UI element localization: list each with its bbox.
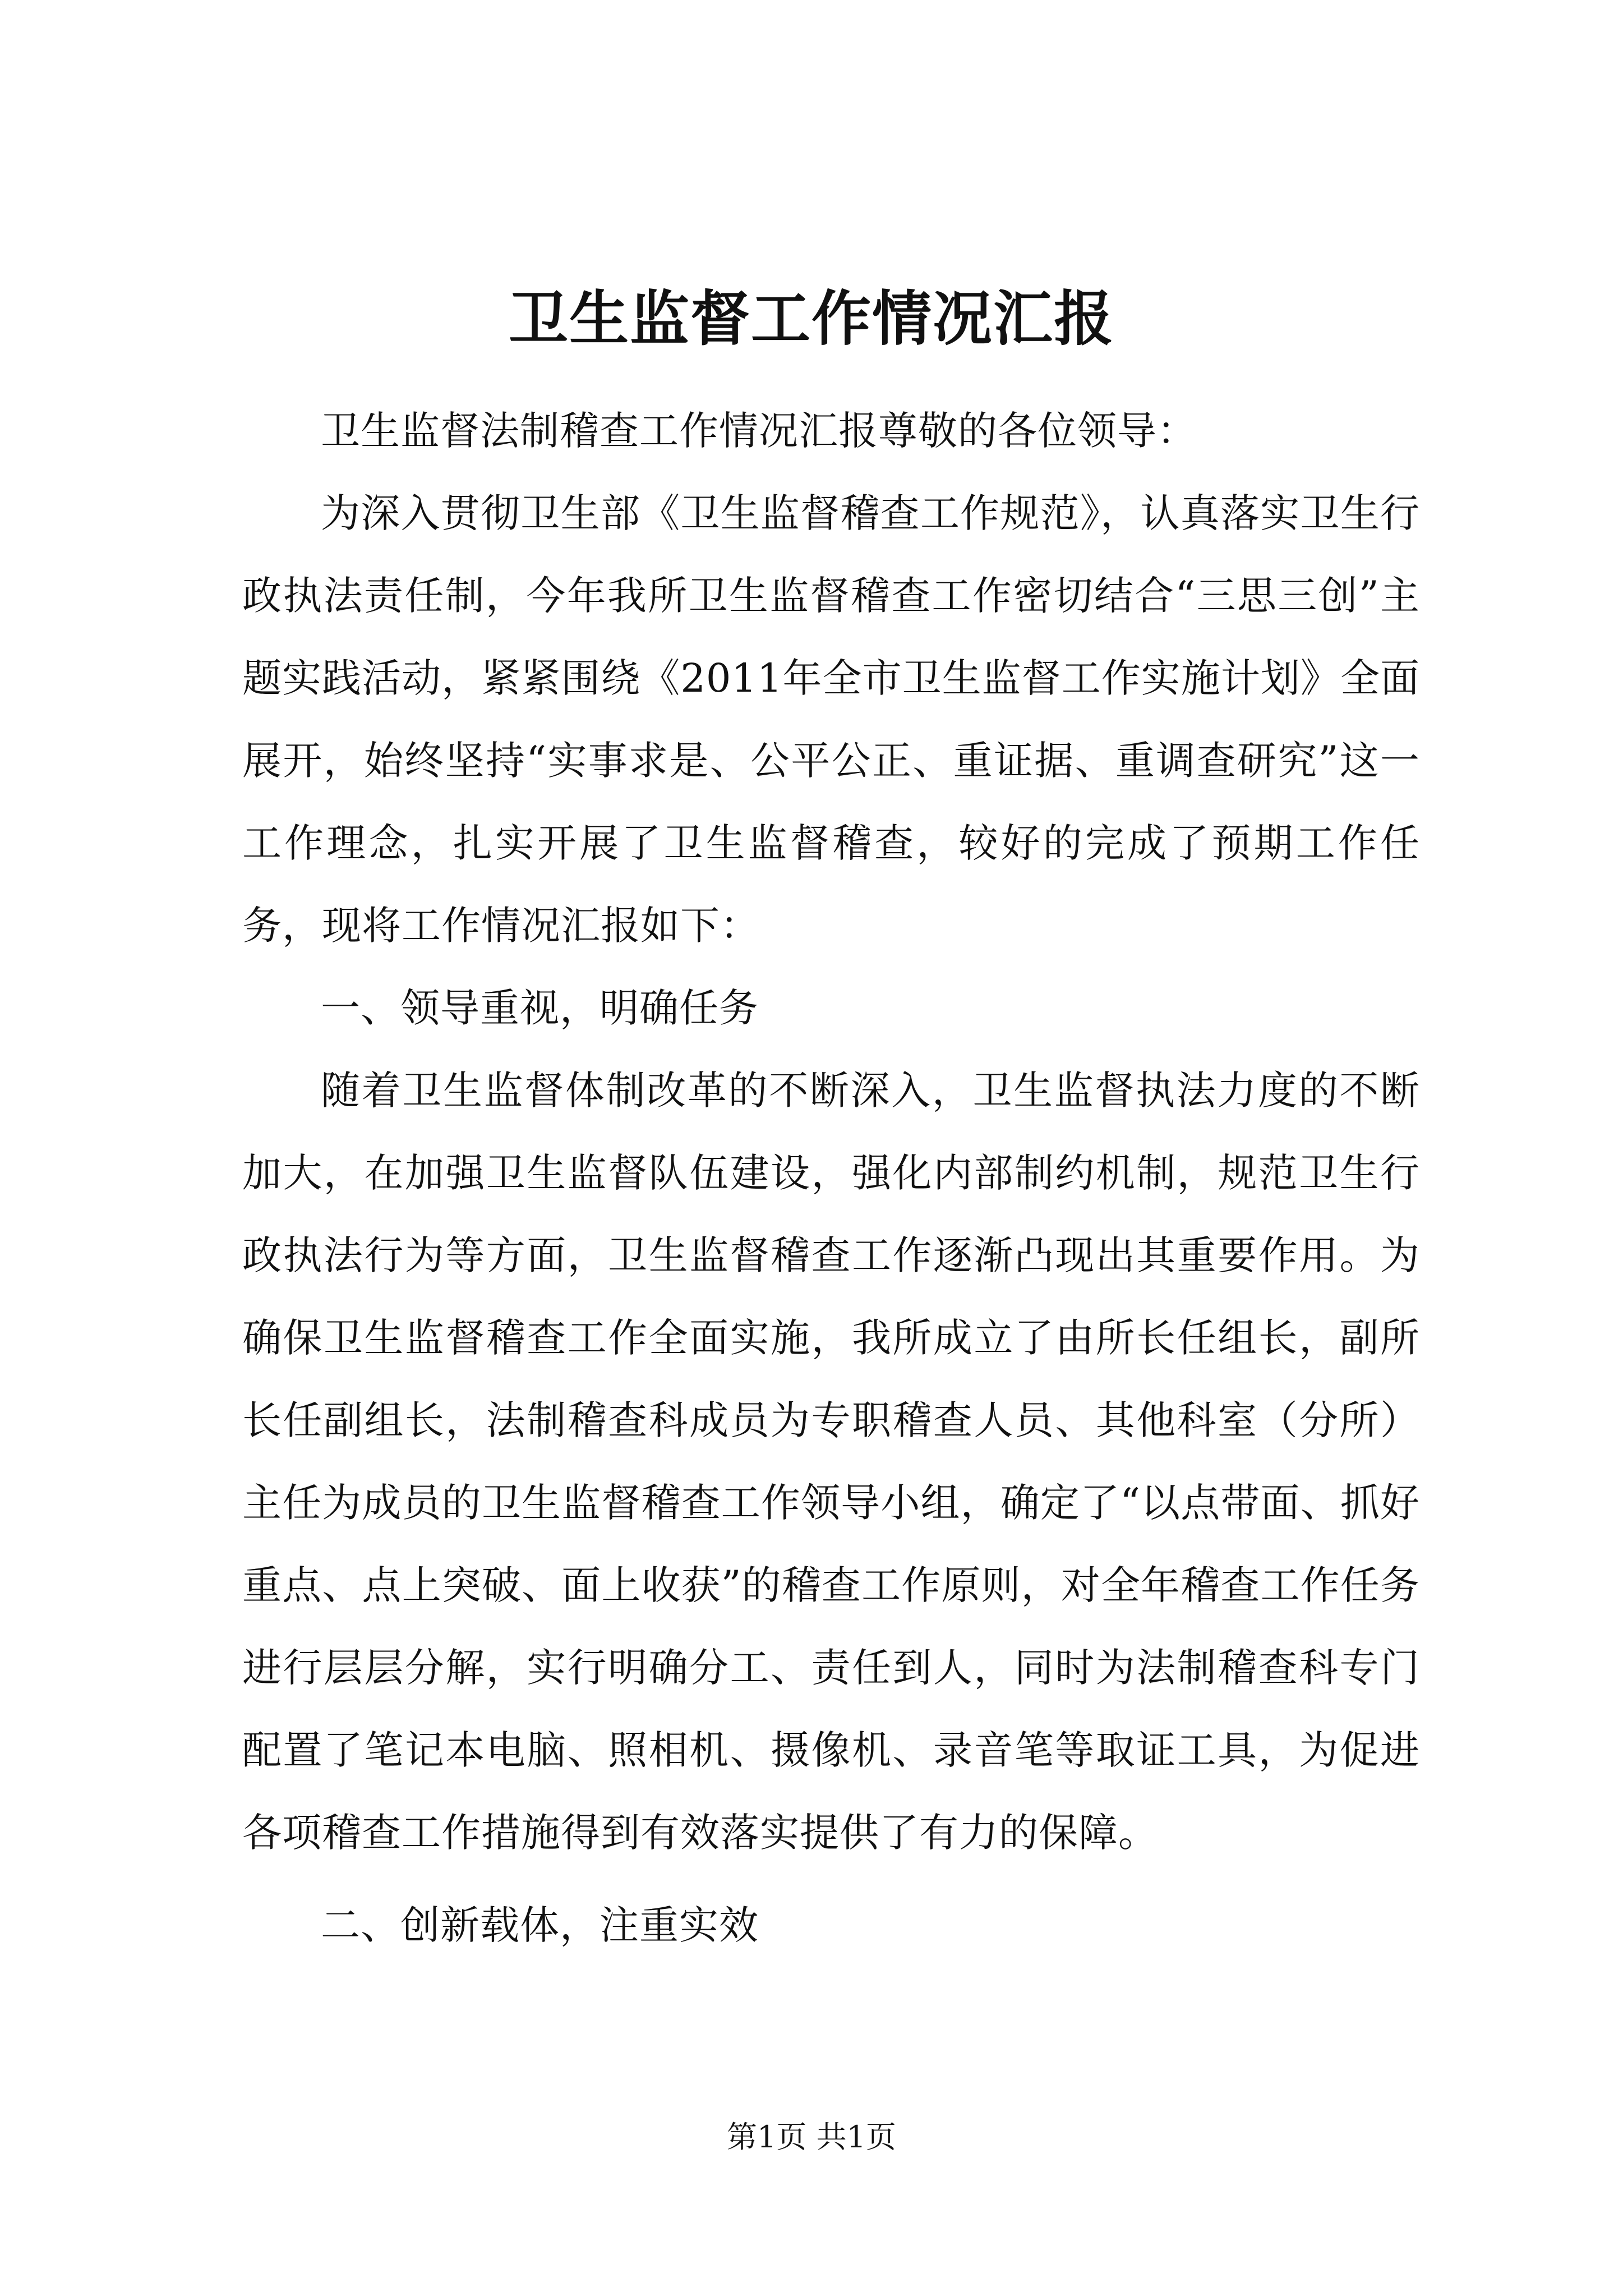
paragraph-section-1: 随着卫生监督体制改革的不断深入，卫生监督执法力度的不断加大，在加强卫生监督队伍建设，强化内部制约机制，规范卫生行政执法行为等方面，卫生监督稽查工作逐渐凸现出其重要作用。为确保卫生监督稽查工作全面实施，我所成立了由所长任组长，副所长任副组长，法制稽查科成员为专职稽查人员、其他科室（分所）主任为成员的卫生监督稽查工作领导小组，确定了“以点带面、抓好重点、点上突破、面上收获”的稽查工作原则，对全年稽查工作任务进行层层分解，实行明确分工、责任到人，同时为法制稽查科专门配置了笔记本电脑、照相机、摄像机、录音笔等取证工具，为促进各项稽查工作措施得到有效落实提供了有力的保障。 (242, 1068, 1420, 1856)
document-title: 卫生监督工作情况汇报 (509, 283, 1114, 353)
section-heading-2: 二、创新载体，注重实效 (321, 1902, 759, 1948)
paragraph-intro: 为深入贯彻卫生部《卫生监督稽查工作规范》，认真落实卫生行政执法责任制，今年我所卫生监督稽查工作密切结合“三思三创”主题实践活动，紧紧围绕《2011年全市卫生监督工作实施计划》全面展开，始终坚持“实事求是、公平公正、重证据、重调查研究”这一工作理念，扎实开展了卫生监督稽查，较好的完成了预期工作任务，现将工作情况汇报如下： (242, 490, 1420, 949)
section-heading-1: 一、领导重视，明确任务 (321, 985, 759, 1031)
paragraph-greeting: 卫生监督法制稽查工作情况汇报尊敬的各位领导： (321, 408, 1197, 454)
page-footer: 第1页 共1页 (727, 2119, 896, 2155)
document-body (242, 390, 1420, 1967)
